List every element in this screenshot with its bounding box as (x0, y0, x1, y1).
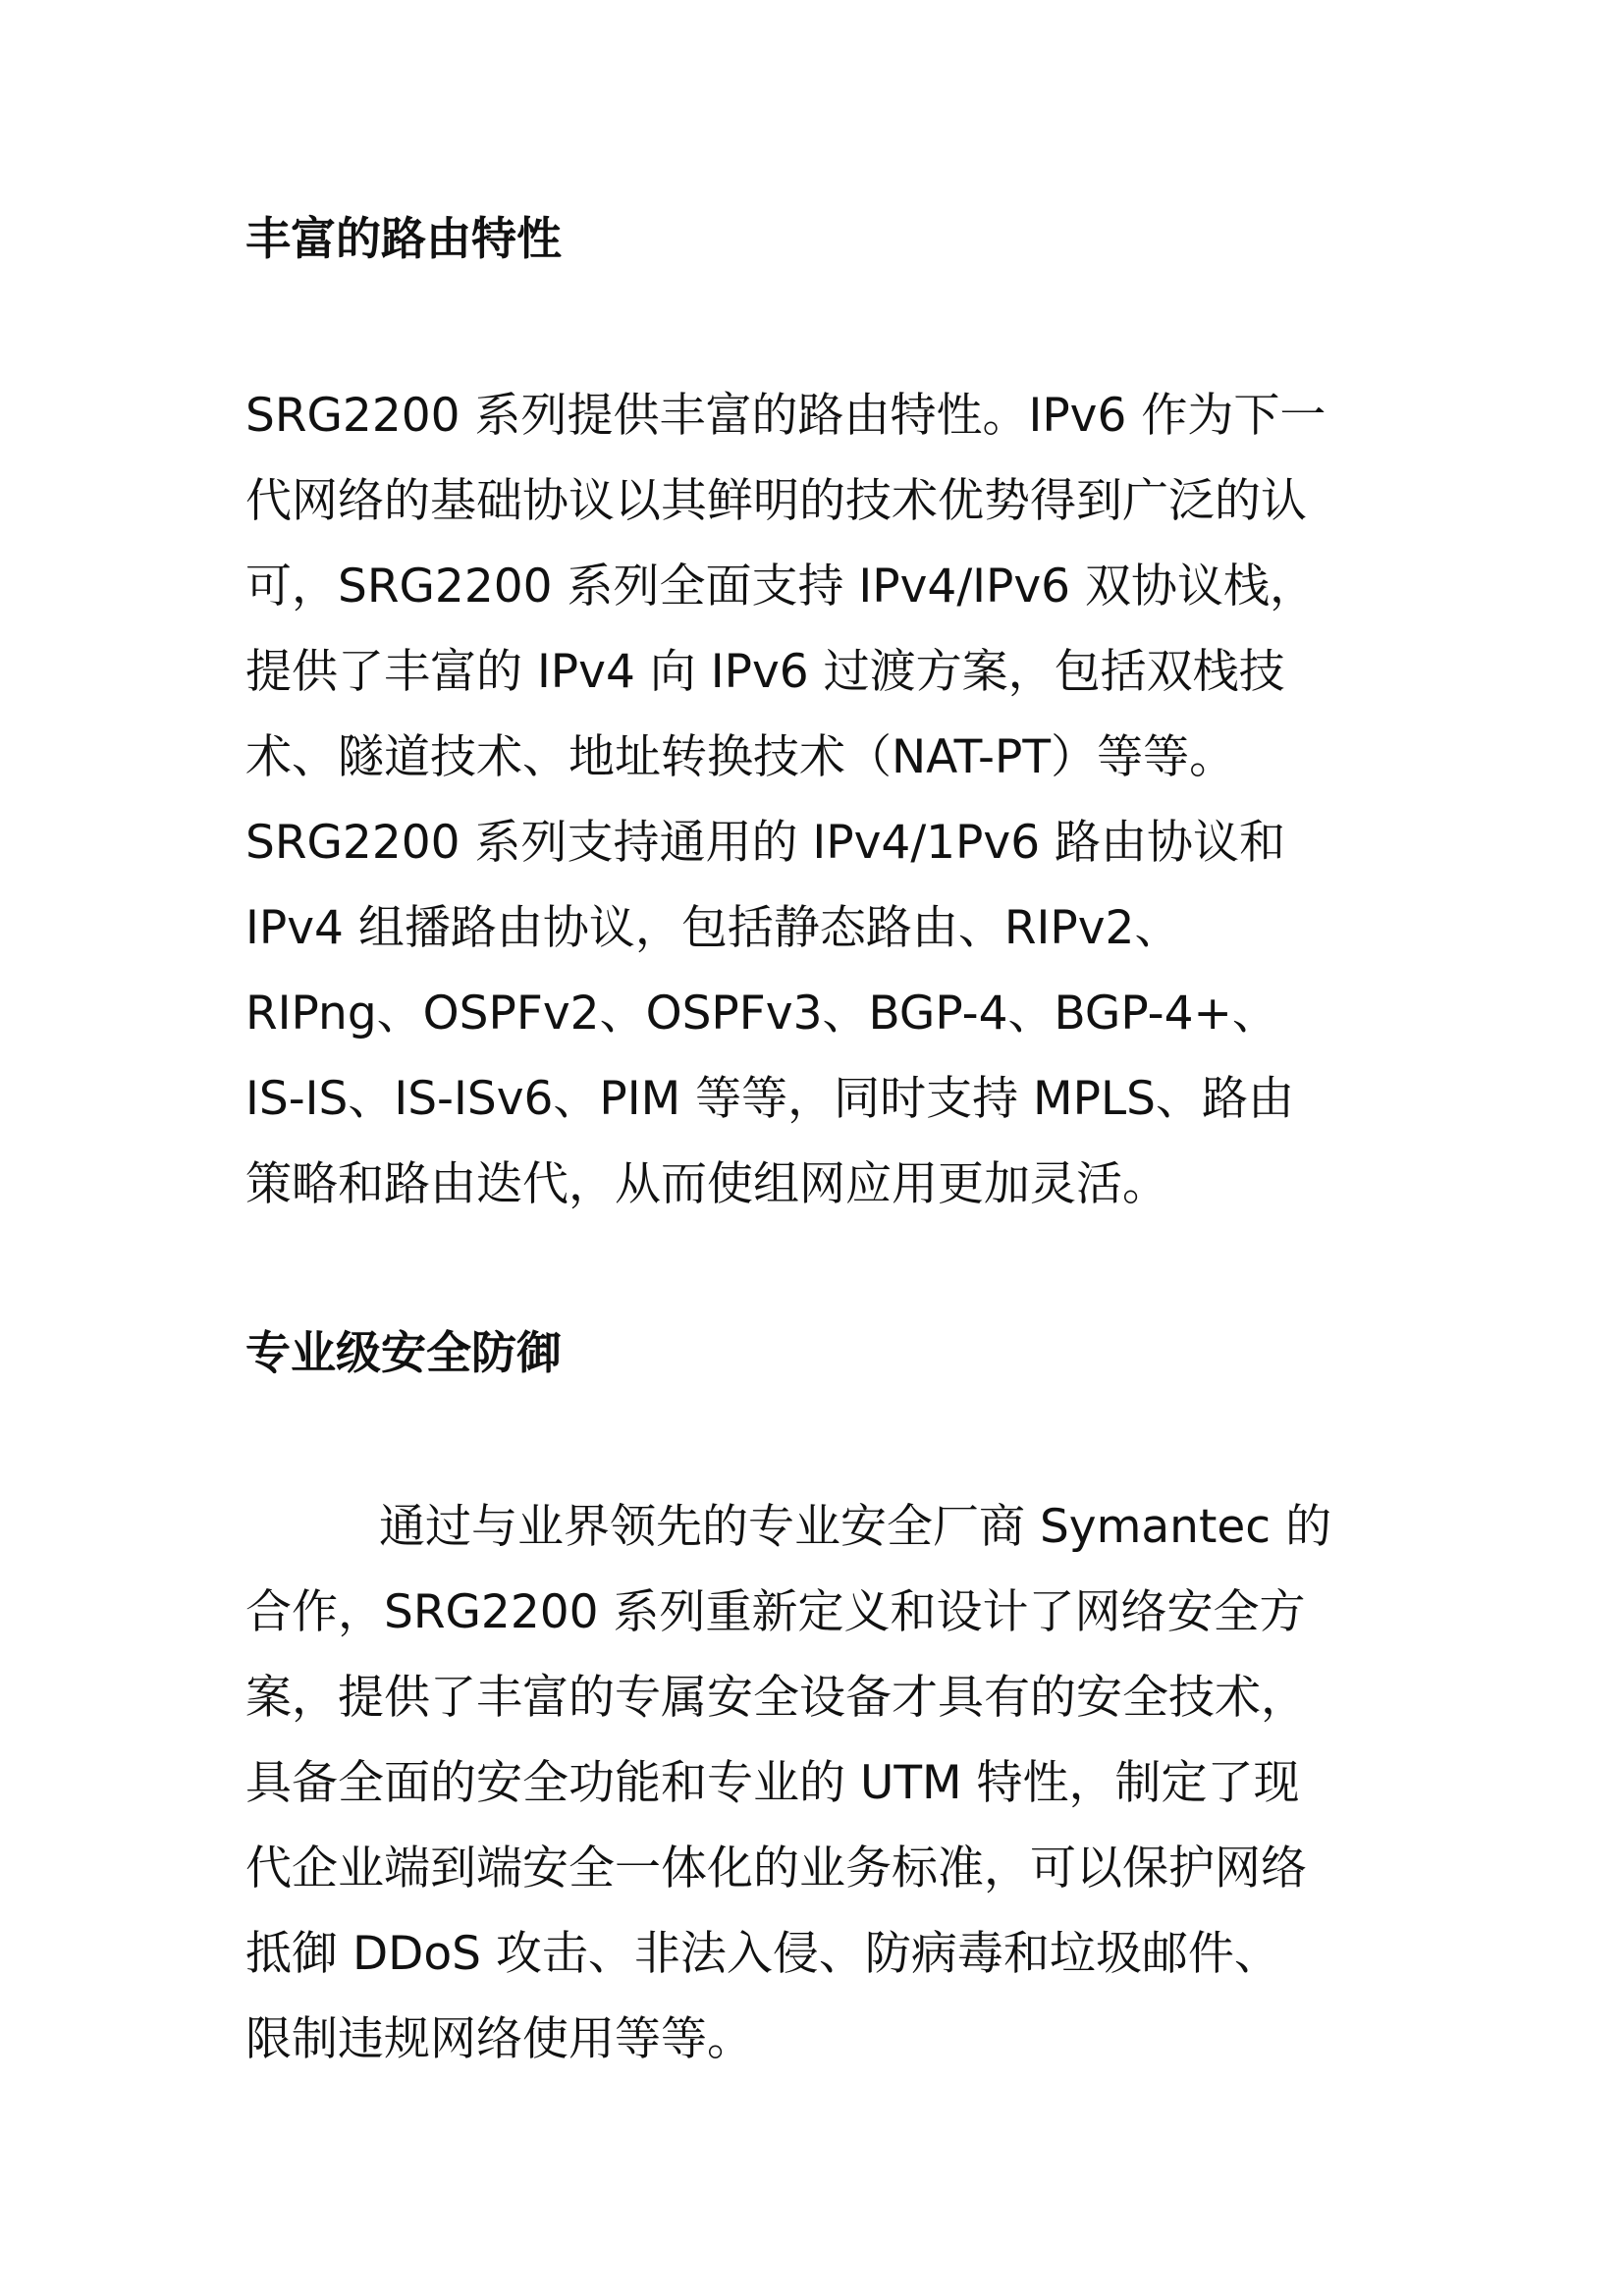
paragraph-line: 可，SRG2200 系列全面支持 IPv4/IPv6 双协议栈， (245, 560, 1317, 614)
section-heading-security: 专业级安全防御 (245, 1326, 562, 1379)
paragraph-line: 提供了丰富的 IPv4 向 IPv6 过渡方案，包括双栈技 (245, 645, 1285, 699)
paragraph-line: 具备全面的安全功能和专业的 UTM 特性，制定了现 (245, 1756, 1300, 1810)
paragraph-line: 代网络的基础协议以其鲜明的技术优势得到广泛的认 (245, 474, 1307, 528)
paragraph-security (245, 1484, 1384, 2082)
paragraph-line: 合作，SRG2200 系列重新定义和设计了网络安全方 (245, 1585, 1306, 1639)
paragraph-line: SRG2200 系列支持通用的 IPv4/1Pv6 路由协议和 (245, 816, 1286, 870)
paragraph-line: IS-IS、IS-ISv6、PIM 等等，同时支持 MPLS、路由 (245, 1072, 1294, 1126)
paragraph-line: RIPng、OSPFv2、OSPFv3、BGP-4、BGP-4+、 (245, 987, 1278, 1041)
paragraph-routing (245, 373, 1384, 1227)
paragraph-line: IPv4 组播路由协议，包括静态路由、RIPv2、 (245, 901, 1181, 955)
paragraph-line: 通过与业界领先的专业安全厂商 Symantec 的 (379, 1500, 1332, 1554)
paragraph-line: 策略和路由迭代，从而使组网应用更加灵活。 (245, 1157, 1168, 1211)
paragraph-line: 代企业端到端安全一体化的业务标准，可以保护网络 (245, 1842, 1307, 1896)
section-heading-routing: 丰富的路由特性 (245, 212, 562, 265)
paragraph-line: SRG2200 系列提供丰富的路由特性。IPv6 作为下一 (245, 389, 1326, 443)
paragraph-line: 抵御 DDoS 攻击、非法入侵、防病毒和垃圾邮件、 (245, 1927, 1280, 1981)
paragraph-line: 术、隧道技术、地址转换技术（NAT-PT）等等。 (245, 730, 1236, 784)
paragraph-line: 案，提供了丰富的专属安全设备才具有的安全技术， (245, 1671, 1307, 1725)
paragraph-line: 限制违规网络使用等等。 (245, 2012, 753, 2066)
